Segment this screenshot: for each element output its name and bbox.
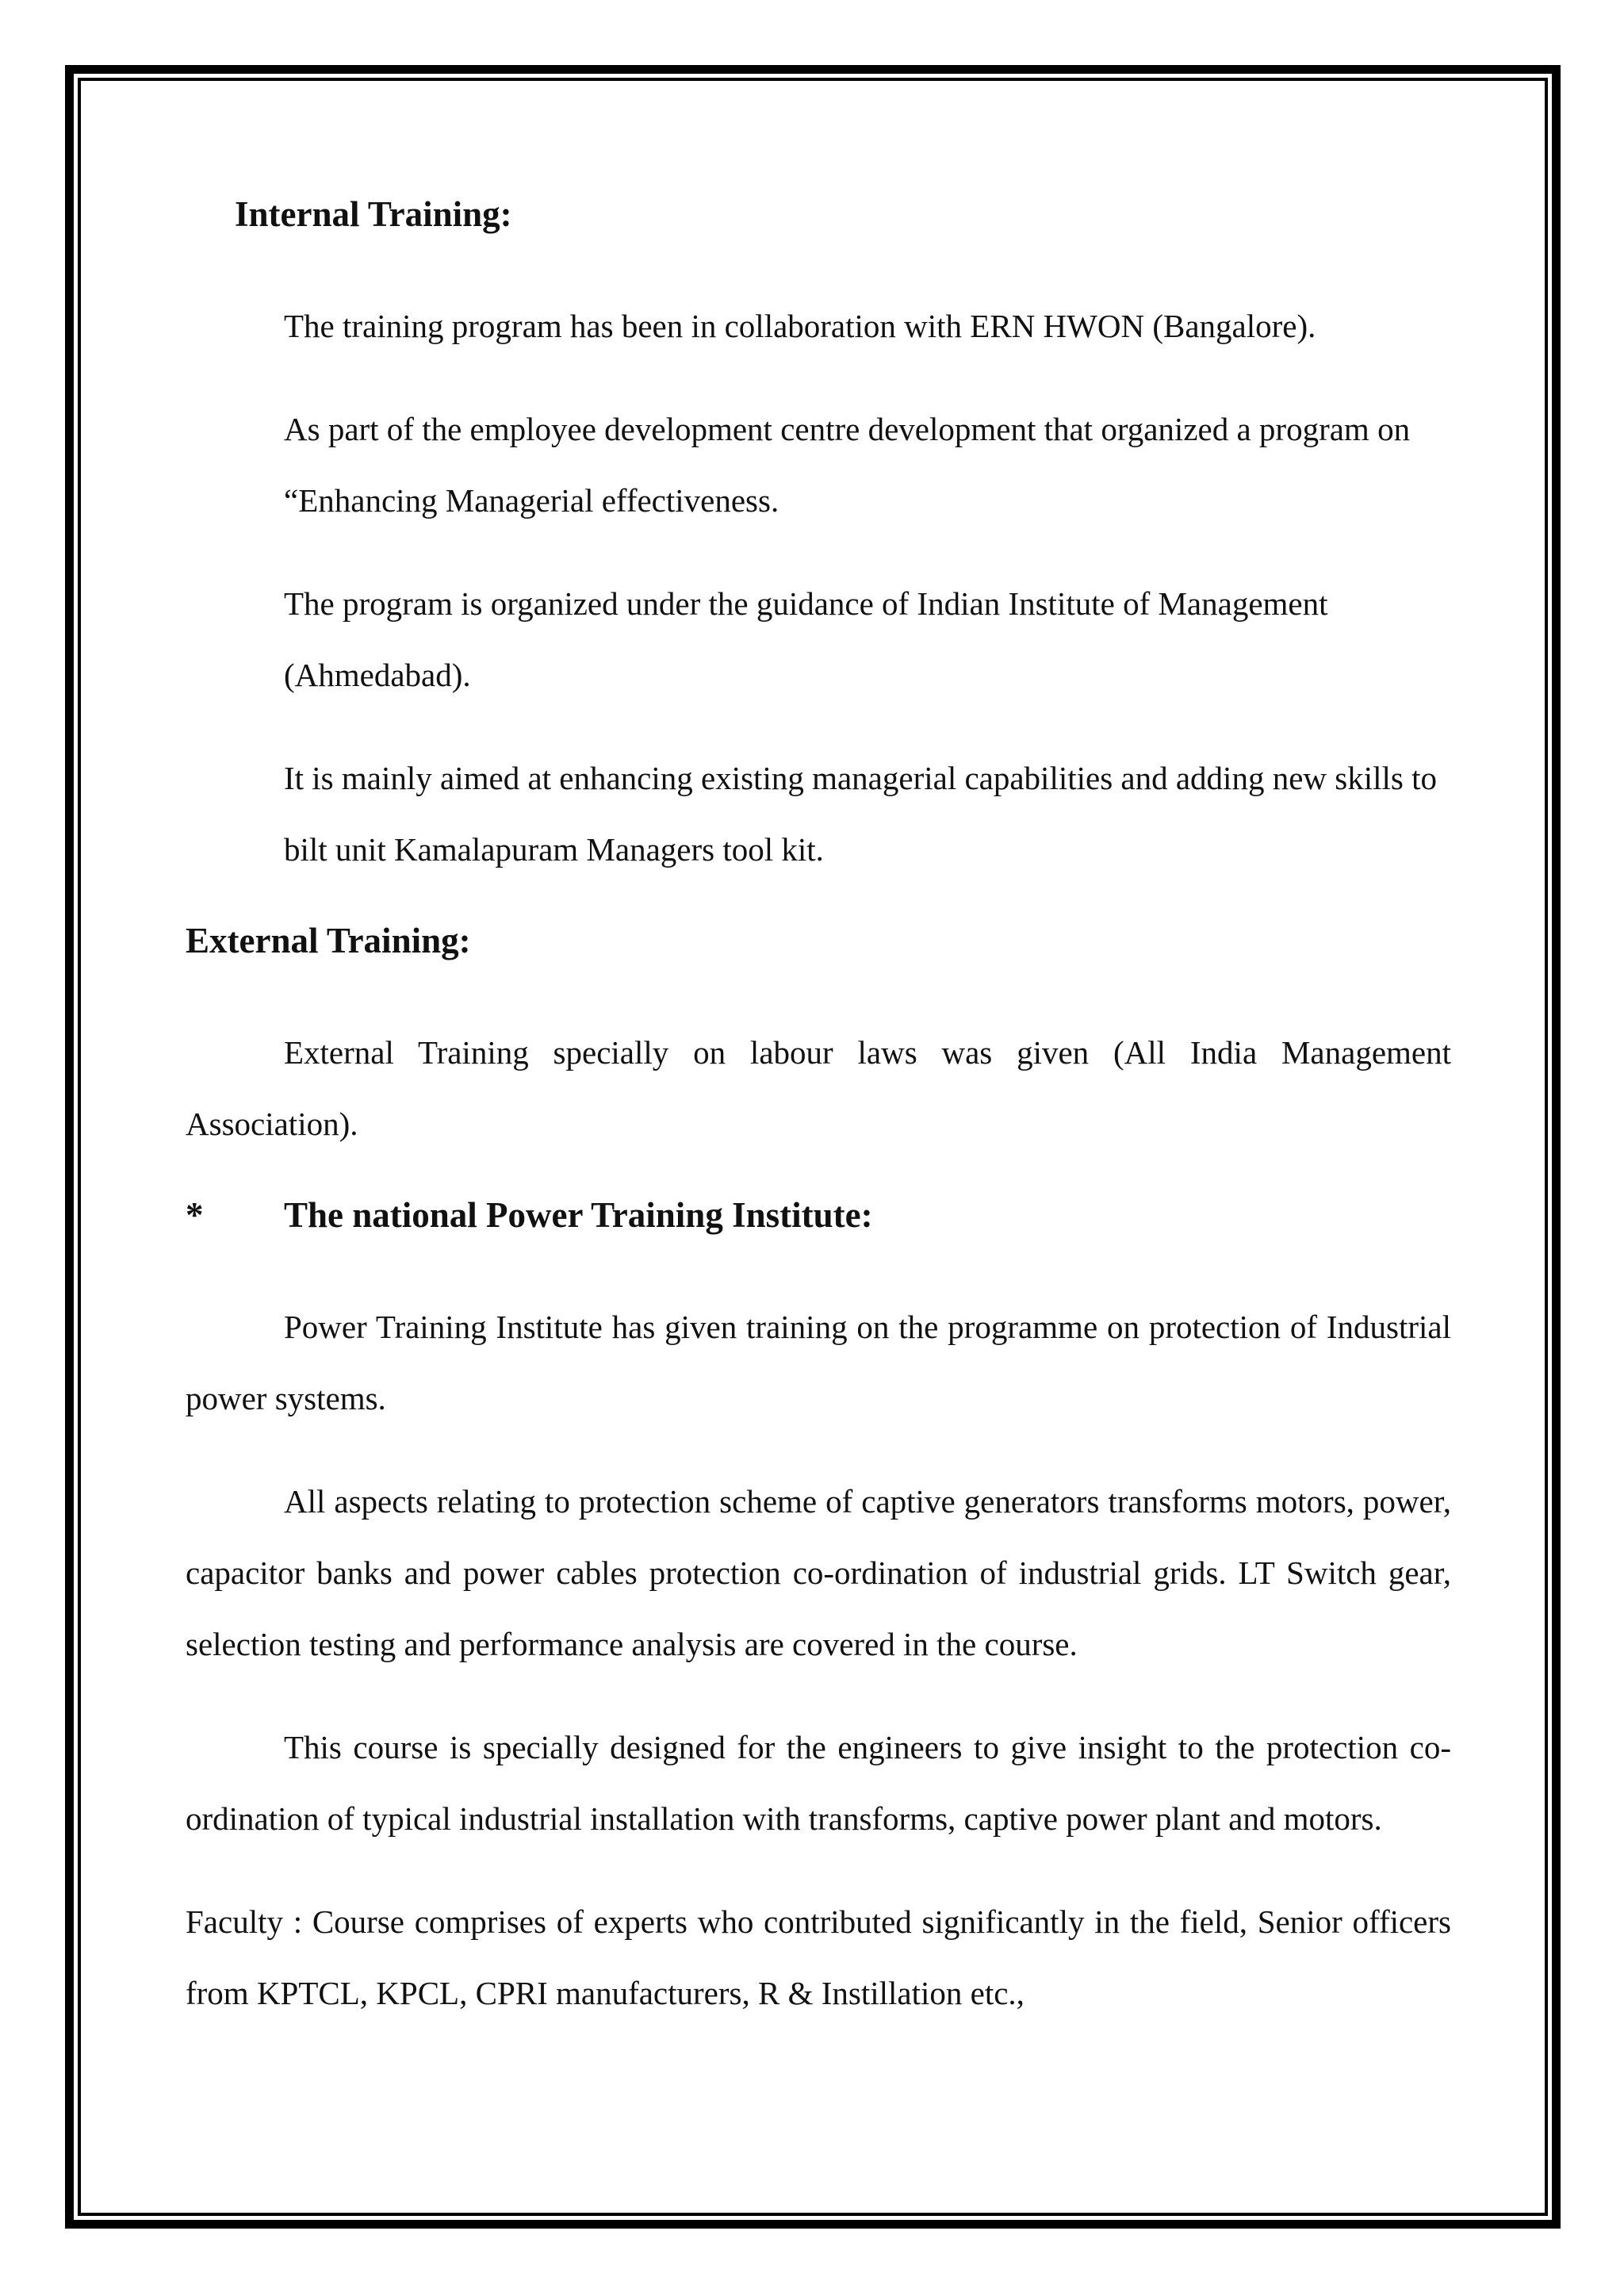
npti-paragraph-3: This course is specially designed for the engineers to give insight to the protection co-ordination of typical industrial installation with transforms, captive power plant and motors. [186,1729,1451,1837]
faculty-paragraph: Faculty : Course comprises of experts who contributed significantly in the field, Senior officers from KPTCL, KPCL, CPRI manufacturers, R & Instillation etc., [186,1903,1451,2011]
external-training-heading: External Training: [186,921,471,960]
npti-paragraph-2: All aspects relating to protection scheme of captive generators transforms motors, power, capacitor banks and power cables protection co-ordination of industrial grids. LT Switch gear, selection testing and performance analysis are covered in the course. [186,1483,1451,1662]
bullet-star: * [186,1195,204,1235]
internal-training-paragraph-3: The program is organized under the guidance of Indian Institute of Management (Ahmedabad). [284,585,1328,693]
npti-heading [186,1191,1451,1239]
npti-heading-text: The national Power Training Institute: [284,1195,873,1235]
document-body [186,190,1451,2029]
internal-training-heading: Internal Training: [235,194,512,234]
internal-training-paragraph-1: The training program has been in collaboration with ERN HWON (Bangalore). [284,308,1316,344]
internal-training-paragraph-4: It is mainly aimed at enhancing existing managerial capabilities and adding new skills to bilt unit Kamalapuram Managers tool kit. [284,760,1437,868]
external-training-paragraph: External Training specially on labour laws was given (All India Management Association). [186,1034,1451,1142]
npti-paragraph-1: Power Training Institute has given training on the programme on protection of Industrial power systems. [186,1309,1451,1416]
internal-training-paragraph-2: As part of the employee development centre development that organized a program on “Enhancing Managerial effectiveness. [284,411,1411,519]
